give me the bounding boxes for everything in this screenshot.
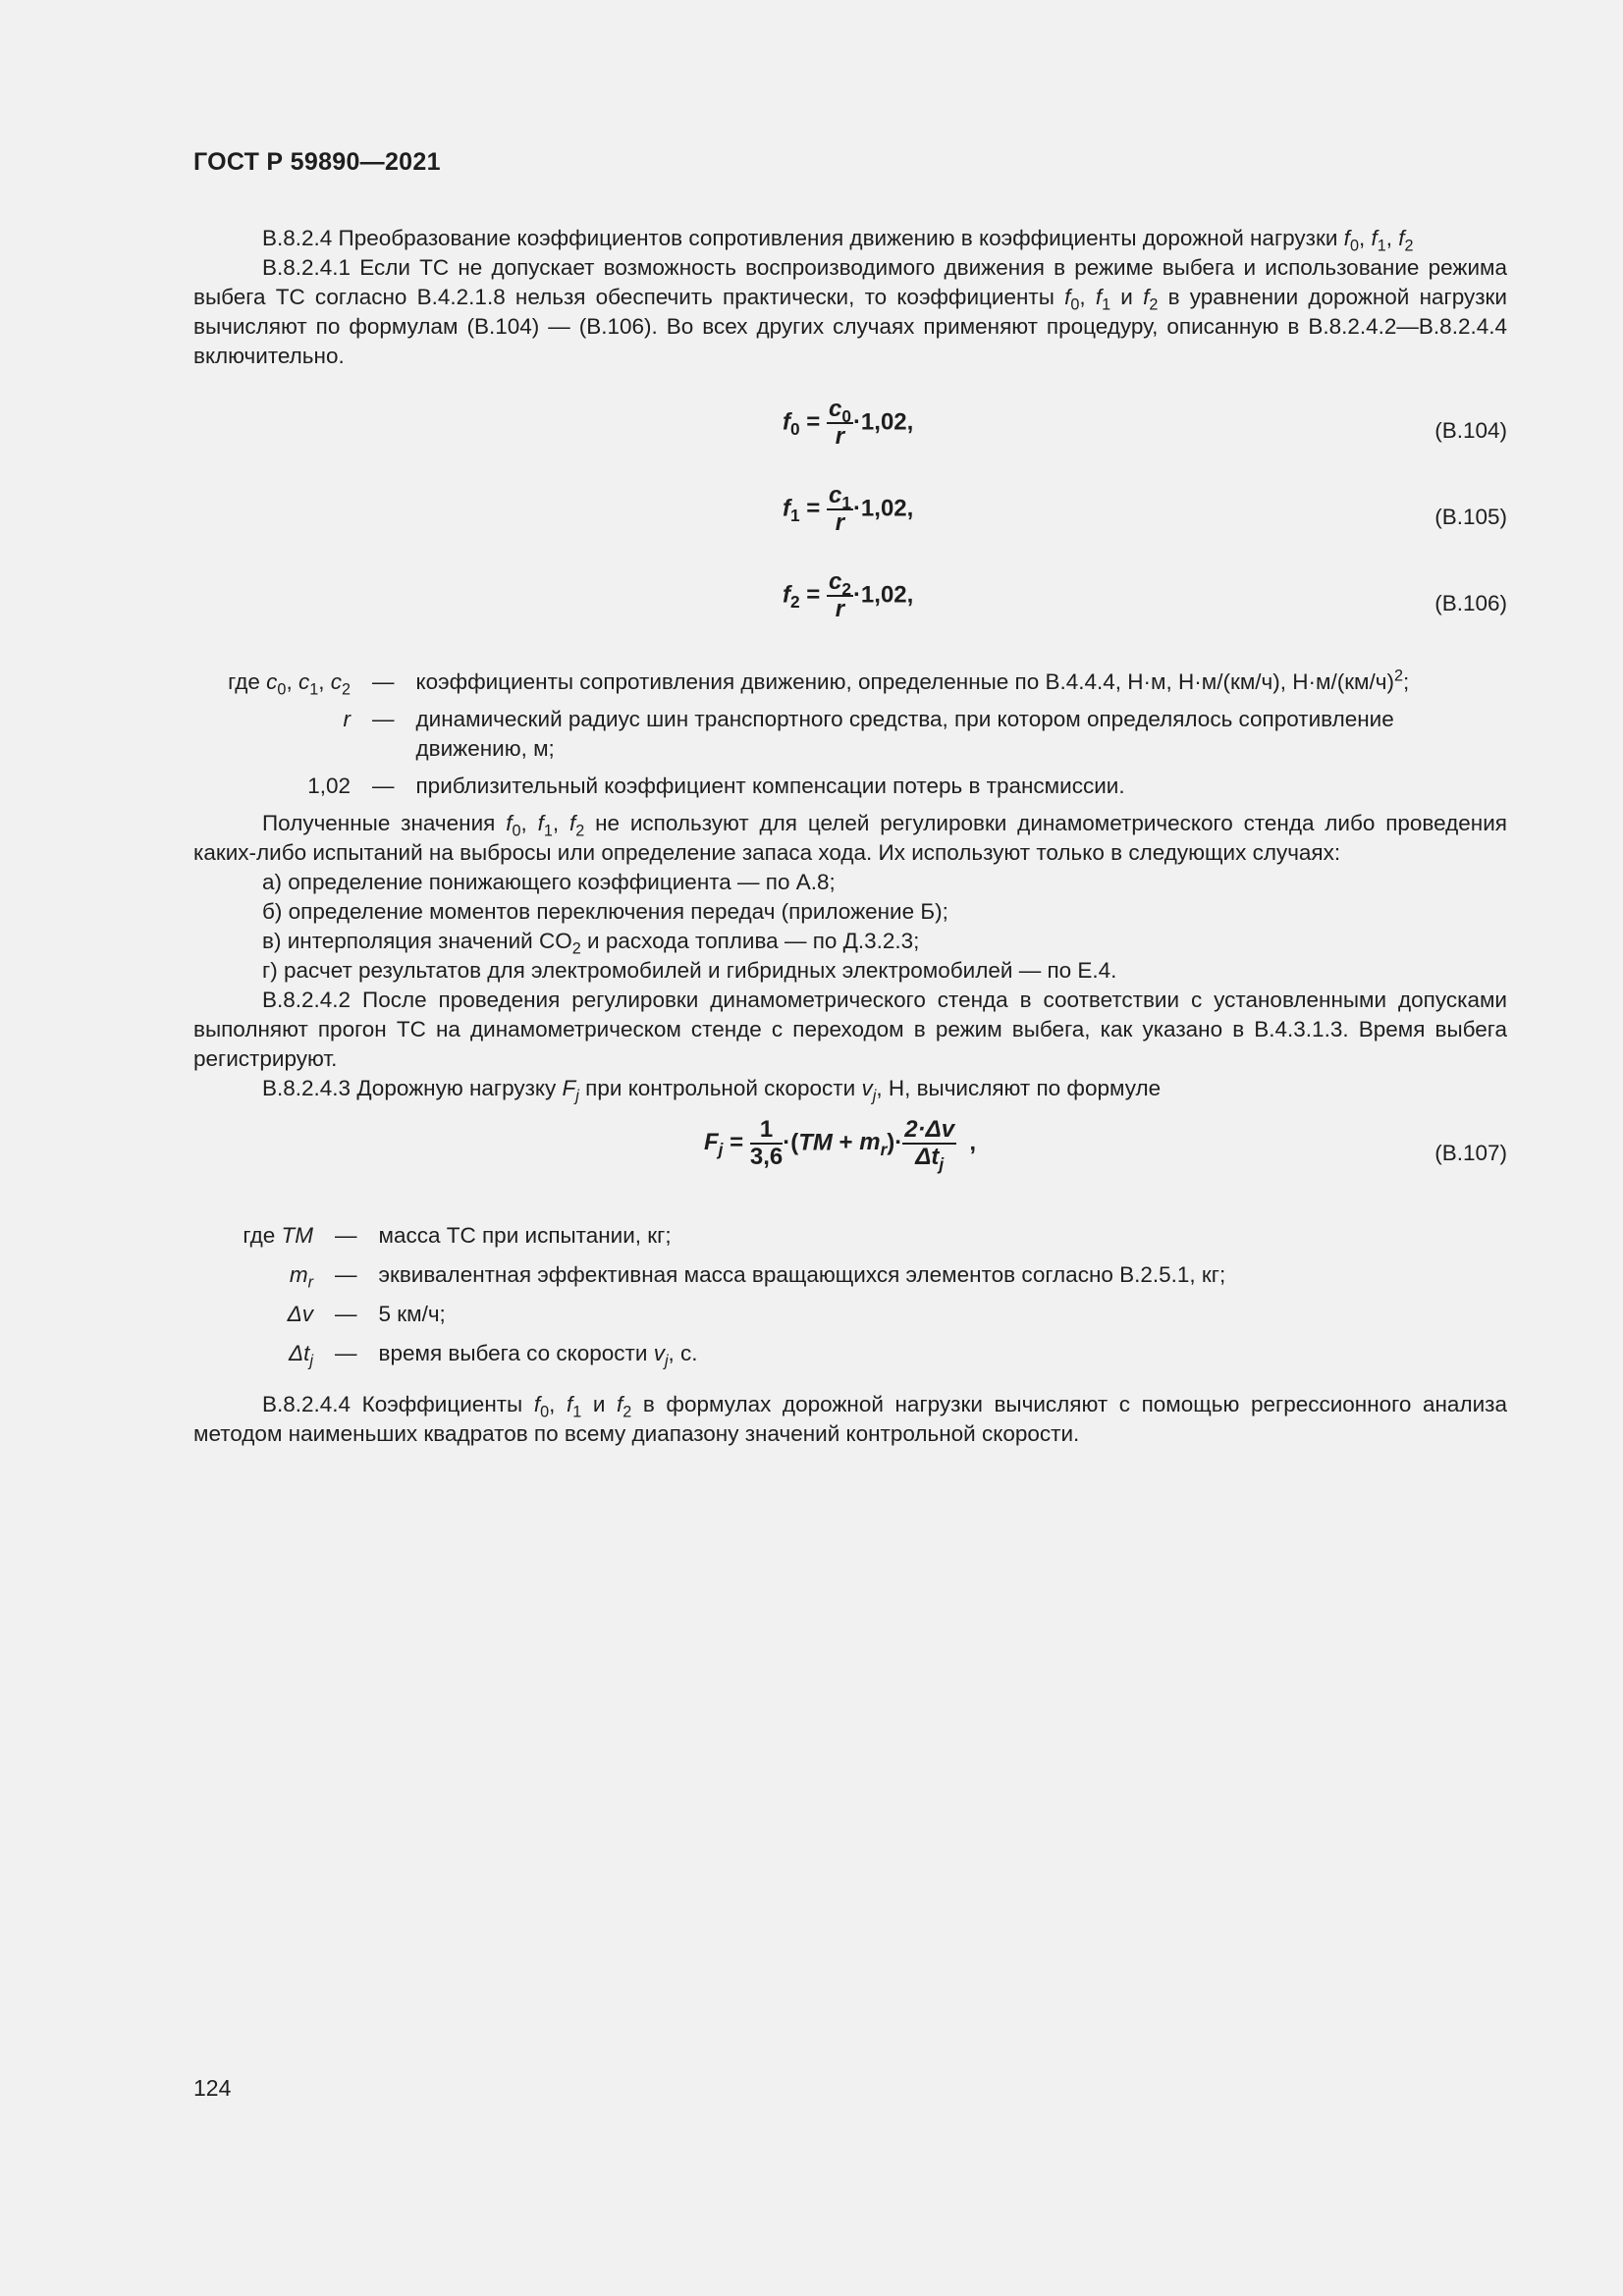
list-item: г) расчет результатов для электромобилей и гибридных электромобилей — по Е.4. — [262, 958, 1117, 983]
list-item: б) определение моментов переключения передач (приложение Б); — [262, 899, 948, 924]
definitions-table-1 — [193, 667, 1507, 809]
paragraph-b8243: В.8.2.4.3 Дорожную нагрузку $F_j$ при контрольной скорости $v_j$, Н, вычисляют по формуле — [262, 1076, 1162, 1105]
formula-b105: $f_1$ = $\frac{c_1}{r}$ ·1,02, (В.105) — [783, 482, 1507, 536]
definitions-table-2 — [219, 1221, 1225, 1378]
paragraph-b8244: В.8.2.4.4 Коэффициенты $f_0$, $f_1$ и $f_2$ в формулах дорожной нагрузки вычисляют с помощью регрессионного анализа методом наименьших квадратов по всему диапазону значений контрольной скорости. — [193, 1392, 1507, 1446]
definition-row: где $c_0$, $c_1$, $c_2$ — коэффициенты сопротивления движению, определенные по В.4.4.4, Н·м, Н·м/(км/ч), $Н\cdot м/(км/ч)^2$; — [228, 667, 1410, 699]
document-body — [193, 224, 1507, 1449]
list-item: а) определение понижающего коэффициента — по А.8; — [262, 870, 836, 894]
definition-row: Δv — 5 км/ч; — [287, 1302, 446, 1326]
formula-b107: $F_j$ = $\frac{1}{3,6}$ $\cdot(TM + m_r)\cdot$ $\frac{2\cdot\Delta v}{\Delta t_j}$ , (В.107) — [704, 1116, 1507, 1174]
paragraph-b8241: В.8.2.4.1 Если ТС не допускает возможность воспроизводимого движения в режиме выбега и использование режима выбега ТС согласно В.4.2.1.8 нельзя обеспечить практически, то коэффициенты $f_0$, $f_1$ и $f_2$ в уравнении дорожной нагрузки вычисляют по формулам (В.104) — (В.106). Во всех других случаях применяют процедуру, описанную в В.8.2.4.2—В.8.2.4.4 включительно. — [193, 255, 1507, 368]
paragraph-values: Полученные значения $f_0$, $f_1$, $f_2$ не используют для целей регулировки динамометрического стенда либо проведения каких-либо испытаний на выбросы или определение запаса хода. Их используют только в следующих случаях: — [193, 811, 1507, 865]
formula-number: (В.105) — [1434, 505, 1507, 529]
definition-row: 1,02 — приблизительный коэффициент компенсации потерь в трансмиссии. — [307, 774, 1125, 798]
formula-number: (В.104) — [1434, 418, 1507, 443]
definition-row: r — динамический радиус шин транспортного средства, при котором определялось сопротивление движению, м; — [343, 707, 1394, 761]
page-number: 124 — [193, 2075, 232, 2101]
paragraph-b824: В.8.2.4 Преобразование коэффициентов сопротивления движению в коэффициенты дорожной нагрузки $f_0$, $f_1$, $f_2$ — [262, 226, 1414, 255]
list-item: в) интерполяция значений $CO_2$ и расхода топлива — по Д.3.2.3; — [262, 929, 920, 958]
formula-b104: $f_0$ = $\frac{c_0}{r}$ ·1,02, (В.104) — [783, 396, 1507, 450]
formula-b106: $f_2$ = $\frac{c_2}{r}$ ·1,02, (В.106) — [783, 568, 1507, 622]
definition-row: где TM — масса ТС при испытании, кг; — [243, 1223, 672, 1248]
definition-row: $m_r$ — эквивалентная эффективная масса вращающихся элементов согласно В.2.5.1, кг; — [289, 1262, 1226, 1292]
formula-number: (В.107) — [1434, 1141, 1507, 1165]
definition-row: $\Delta t_j$ — время выбега со скорости $v_j$, с. — [289, 1341, 698, 1370]
formula-number: (В.106) — [1434, 591, 1507, 615]
document-header: ГОСТ Р 59890—2021 — [193, 148, 441, 176]
paragraph-b8242: В.8.2.4.2 После проведения регулировки динамометрического стенда в соответствии с установленными допусками выполняют прогон ТС на динамометрическом стенде с переходом в режим выбега, как указано в В.4.3.1.3. Время выбега регистрируют. — [193, 988, 1507, 1071]
